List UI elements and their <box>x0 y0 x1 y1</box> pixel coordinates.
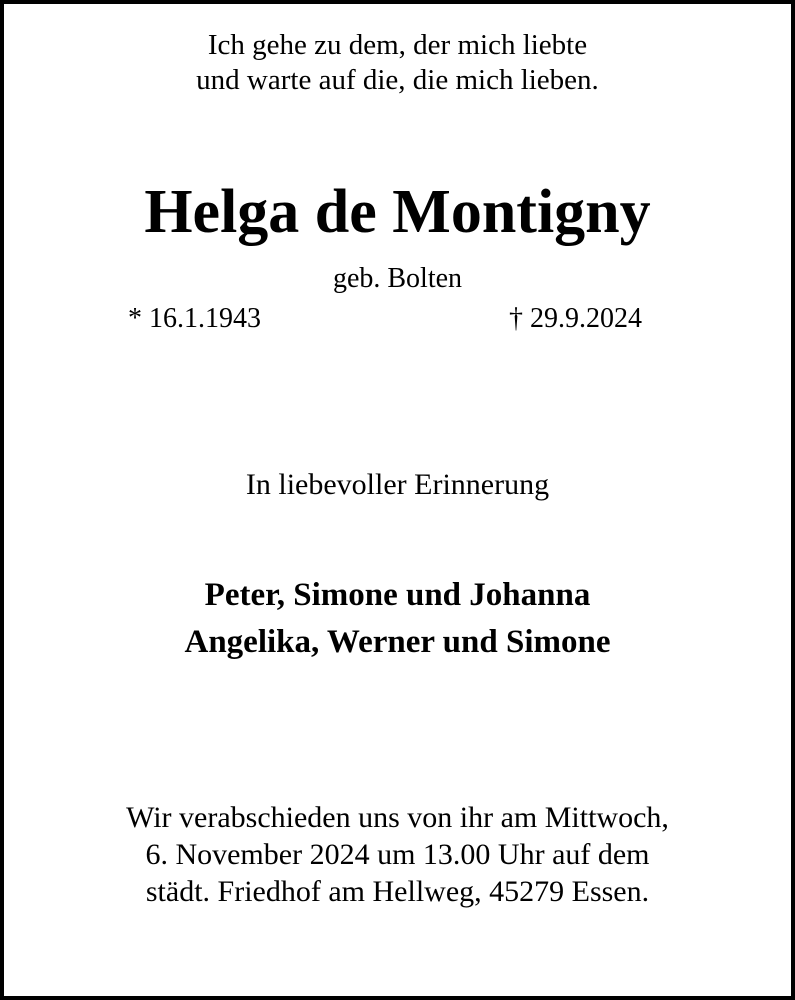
maiden-name: geb. Bolten <box>332 263 463 294</box>
death-date: † 29.9.2024 <box>509 303 642 334</box>
motto-line-2: und warte auf die, die mich lieben. <box>196 64 599 96</box>
deceased-name: Helga de Montigny <box>144 178 651 246</box>
funeral-line-3: städt. Friedhof am Hellweg, 45279 Essen. <box>145 875 650 908</box>
motto-line-1: Ich gehe zu dem, der mich liebte <box>207 29 588 61</box>
mourners-line-2: Angelika, Werner und Simone <box>184 624 611 660</box>
mourners-line-1: Peter, Simone und Johanna <box>204 577 591 613</box>
funeral-line-1: Wir verabschieden uns von ihr am Mittwoch, <box>126 801 669 834</box>
funeral-line-2: 6. November 2024 um 13.00 Uhr auf dem <box>145 838 650 871</box>
memory-text: In liebevoller Erinnerung <box>245 468 550 501</box>
birth-date: * 16.1.1943 <box>128 303 261 334</box>
